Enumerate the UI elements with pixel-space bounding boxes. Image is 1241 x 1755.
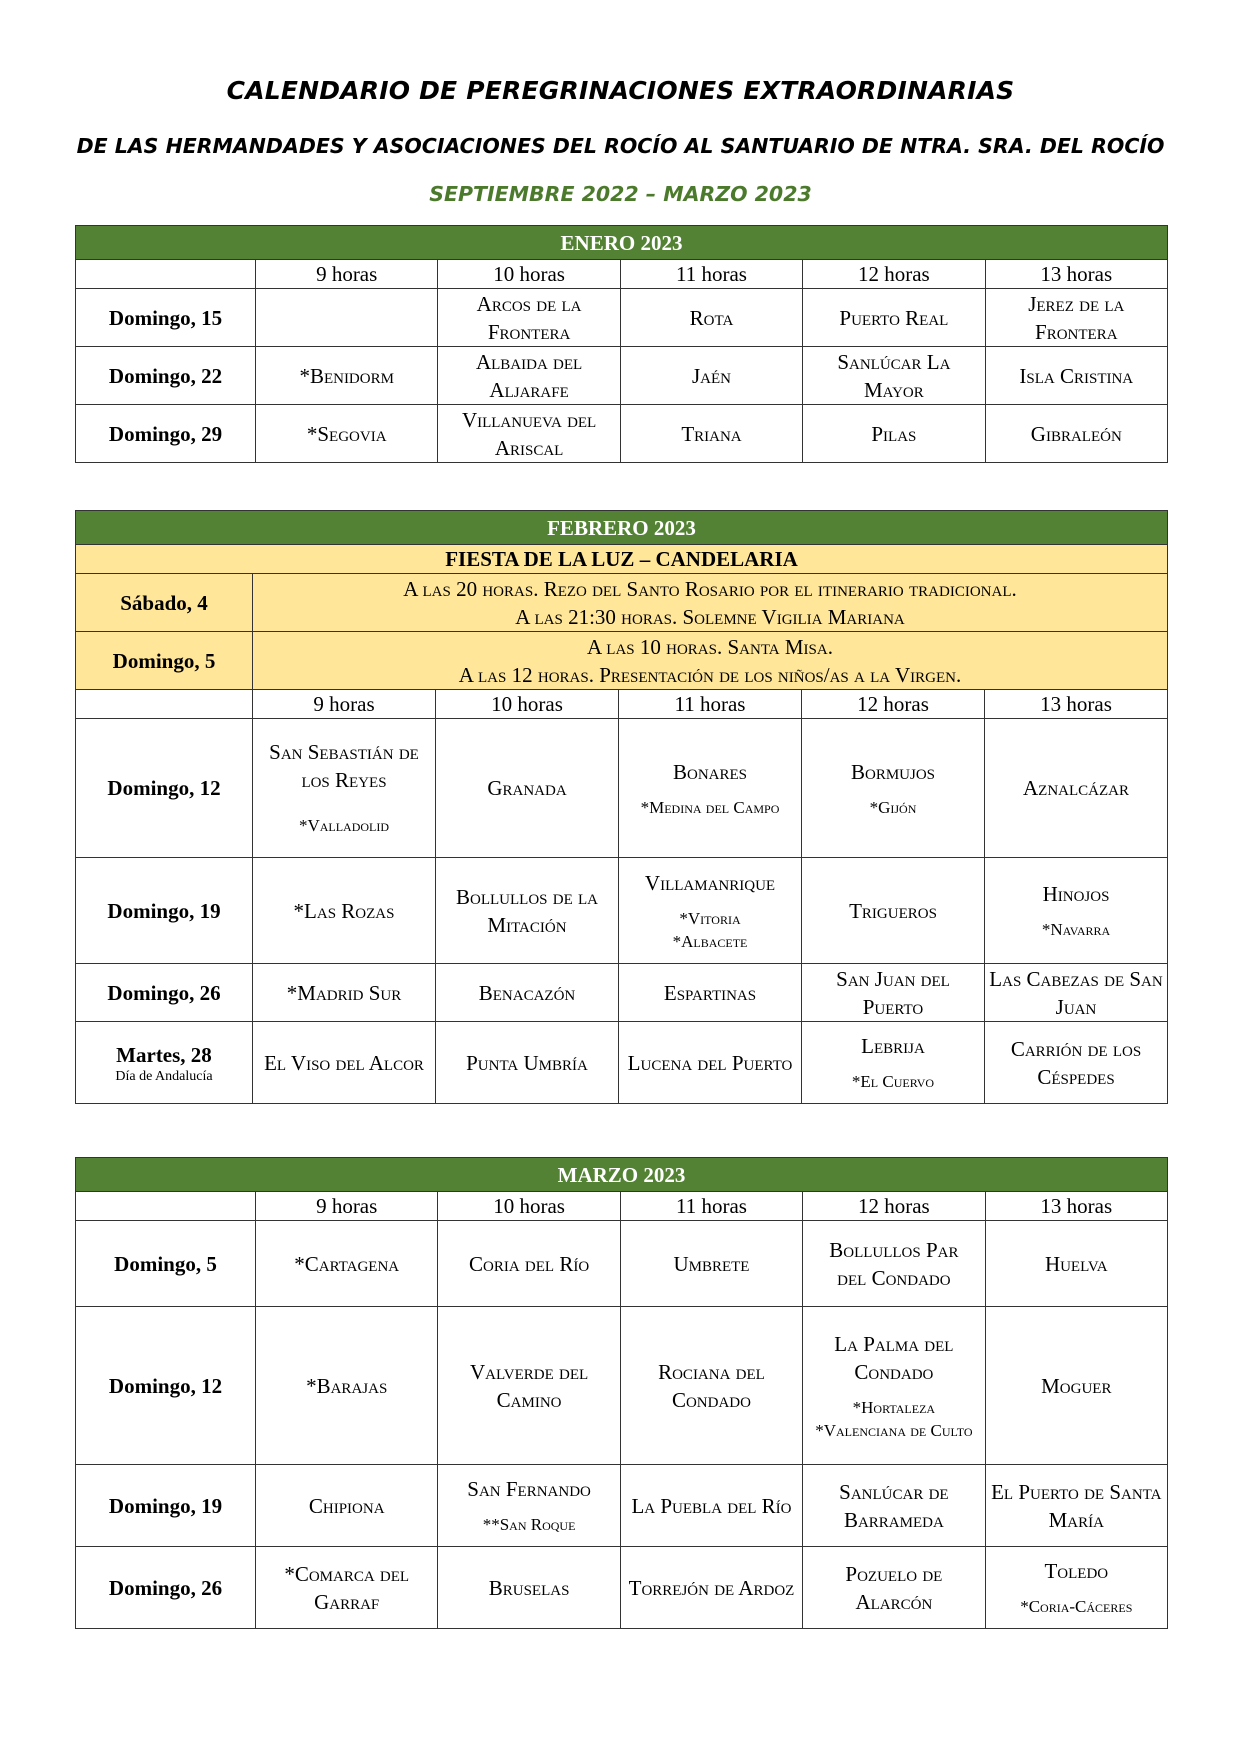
month-title: FEBRERO 2023 [76, 511, 1168, 545]
slot-cell: *Comarca del Garraf [256, 1547, 438, 1629]
table-row [76, 858, 1168, 964]
hour-header: 13 horas [985, 1192, 1167, 1221]
slot-cell [619, 719, 802, 858]
hour-header: 9 horas [253, 690, 436, 719]
hour-header: 13 horas [985, 260, 1167, 289]
hour-header: 10 horas [436, 690, 619, 719]
event-description [253, 632, 1168, 690]
month-title: ENERO 2023 [76, 226, 1168, 260]
slot-cell: Bollullos de la Mitación [436, 858, 619, 964]
enero-table [75, 225, 1168, 463]
table-row [76, 1022, 1168, 1104]
slot-cell [803, 1307, 985, 1465]
slot-cell: Aznalcázar [985, 719, 1168, 858]
slot-note: *Medina del Campo [640, 797, 780, 817]
slot-note: *Valenciana de Culto [815, 1420, 973, 1440]
slot-note: *Navarra [1041, 920, 1111, 939]
month-title: MARZO 2023 [76, 1158, 1168, 1192]
slot-cell [256, 289, 438, 347]
table-row [76, 1465, 1168, 1547]
slot-cell: La Puebla del Río [620, 1465, 802, 1547]
slot-cell: Punta Umbría [436, 1022, 619, 1104]
slot-cell: Rota [620, 289, 802, 347]
slot-cell [619, 858, 802, 964]
slot-cell: Chipiona [256, 1465, 438, 1547]
hour-header: 11 horas [620, 1192, 802, 1221]
table-row [76, 405, 1168, 463]
table-row [76, 964, 1168, 1022]
event-description [253, 574, 1168, 632]
slot-cell: *Madrid Sur [253, 964, 436, 1022]
event-line: A las 12 horas. Presentación de los niños/as a la Virgen. [458, 662, 962, 687]
slot-cell [985, 858, 1168, 964]
table-row [76, 719, 1168, 858]
holiday-label: Día de Andalucía [115, 1068, 213, 1084]
table-row [76, 1307, 1168, 1465]
day-label: Sábado, 4 [76, 574, 253, 632]
slot-cell: *Segovia [256, 405, 438, 463]
hours-row [76, 1192, 1168, 1221]
hour-header: 12 horas [803, 1192, 985, 1221]
event-row [76, 632, 1168, 690]
slot-name: Bormujos [850, 759, 936, 784]
day-label: Domingo, 29 [76, 405, 256, 463]
slot-cell: Coria del Río [438, 1221, 620, 1307]
slot-cell: Las Cabezas de San Juan [985, 964, 1168, 1022]
slot-cell: Gibraleón [985, 405, 1167, 463]
slot-note: *Vitoria [679, 908, 741, 928]
slot-note: *Coria-Cáceres [1020, 1597, 1133, 1616]
slot-cell: Granada [436, 719, 619, 858]
slot-note: **San Roque [482, 1515, 576, 1534]
hour-header: 9 horas [256, 1192, 438, 1221]
febrero-table [75, 510, 1168, 1104]
document-title: CALENDARIO DE PEREGRINACIONES EXTRAORDINARIAS [226, 76, 1015, 105]
table-row [76, 289, 1168, 347]
hour-header: 13 horas [985, 690, 1168, 719]
slot-name: Hinojos [1042, 882, 1110, 906]
slot-cell: *Barajas [256, 1307, 438, 1465]
slot-cell [438, 1465, 620, 1547]
slot-cell: *Las Rozas [253, 858, 436, 964]
slot-name: Bonares [672, 759, 747, 784]
slot-cell: Villanueva del Ariscal [438, 405, 620, 463]
slot-name: Villamanrique [644, 870, 776, 895]
table-row [76, 1547, 1168, 1629]
slot-cell: El Puerto de Santa María [985, 1465, 1167, 1547]
day-label: Domingo, 19 [76, 1465, 256, 1547]
slot-name: La Palma del Condado [834, 1331, 954, 1384]
hour-header: 10 horas [438, 1192, 620, 1221]
slot-cell: Isla Cristina [985, 347, 1167, 405]
slot-cell: Trigueros [802, 858, 985, 964]
hour-header: 9 horas [256, 260, 438, 289]
day-label [76, 1022, 253, 1104]
slot-cell: Rociana del Condado [620, 1307, 802, 1465]
table-row [76, 347, 1168, 405]
slot-cell: Pilas [803, 405, 985, 463]
day-text: Martes, 28 [116, 1042, 212, 1067]
slot-cell [253, 719, 436, 858]
hour-header: 11 horas [619, 690, 802, 719]
hour-header: 12 horas [803, 260, 985, 289]
slot-name: San Fernando [467, 1477, 591, 1501]
slot-cell: Albaida del Aljarafe [438, 347, 620, 405]
slot-note: *Gijón [869, 797, 917, 817]
slot-cell: Umbrete [620, 1221, 802, 1307]
slot-cell [985, 1547, 1167, 1629]
slot-name: Toledo [1044, 1559, 1109, 1583]
day-label: Domingo, 26 [76, 1547, 256, 1629]
slot-cell: El Viso del Alcor [253, 1022, 436, 1104]
document-subtitle: DE LAS HERMANDADES Y ASOCIACIONES DEL ROCÍO AL SANTUARIO DE NTRA. SRA. DEL ROCÍO [76, 134, 1165, 158]
event-line: A las 21:30 horas. Solemne Vigilia Mariana [515, 604, 905, 629]
slot-cell: Arcos de la Frontera [438, 289, 620, 347]
document-period: SEPTIEMBRE 2022 – MARZO 2023 [429, 182, 812, 206]
slot-cell: Lucena del Puerto [619, 1022, 802, 1104]
slot-cell: Puerto Real [803, 289, 985, 347]
slot-cell [802, 719, 985, 858]
slot-name: San Sebastián de los Reyes [269, 740, 419, 792]
slot-note: *Hortaleza [852, 1397, 936, 1417]
slot-cell: San Juan del Puerto [802, 964, 985, 1022]
day-label: Domingo, 19 [76, 858, 253, 964]
hours-row [76, 260, 1168, 289]
event-line: A las 20 horas. Rezo del Santo Rosario por el itinerario tradicional. [403, 576, 1017, 601]
day-label: Domingo, 22 [76, 347, 256, 405]
slot-cell: Pozuelo de Alarcón [803, 1547, 985, 1629]
slot-cell: Valverde del Camino [438, 1307, 620, 1465]
table-row [76, 1221, 1168, 1307]
day-label: Domingo, 5 [76, 632, 253, 690]
slot-note: *El Cuervo [851, 1072, 935, 1091]
slot-cell: Triana [620, 405, 802, 463]
slot-cell: Benacazón [436, 964, 619, 1022]
slot-cell: Sanlúcar de Barrameda [803, 1465, 985, 1547]
slot-cell: Espartinas [619, 964, 802, 1022]
slot-name: Lebrija [861, 1034, 925, 1058]
event-row [76, 574, 1168, 632]
slot-note: *Albacete [672, 931, 748, 951]
slot-cell: Sanlúcar La Mayor [803, 347, 985, 405]
event-line: A las 10 horas. Santa Misa. [587, 634, 833, 659]
slot-cell: Jaén [620, 347, 802, 405]
slot-cell: *Cartagena [256, 1221, 438, 1307]
day-label: Domingo, 12 [76, 719, 253, 858]
slot-cell [802, 1022, 985, 1104]
fiesta-title: FIESTA DE LA LUZ – CANDELARIA [76, 545, 1168, 574]
slot-cell: Huelva [985, 1221, 1167, 1307]
slot-note: *Valladolid [298, 816, 390, 835]
slot-cell: Carrión de los Céspedes [985, 1022, 1168, 1104]
marzo-table [75, 1157, 1168, 1629]
slot-cell: *Benidorm [256, 347, 438, 405]
day-label: Domingo, 5 [76, 1221, 256, 1307]
hour-header: 12 horas [802, 690, 985, 719]
hour-header: 10 horas [438, 260, 620, 289]
day-label: Domingo, 26 [76, 964, 253, 1022]
slot-cell: Bollullos Par del Condado [803, 1221, 985, 1307]
slot-cell: Jerez de la Frontera [985, 289, 1167, 347]
day-label: Domingo, 12 [76, 1307, 256, 1465]
hours-row [76, 690, 1168, 719]
slot-cell: Bruselas [438, 1547, 620, 1629]
hour-header: 11 horas [620, 260, 802, 289]
slot-cell: Torrejón de Ardoz [620, 1547, 802, 1629]
slot-cell: Moguer [985, 1307, 1167, 1465]
day-label: Domingo, 15 [76, 289, 256, 347]
